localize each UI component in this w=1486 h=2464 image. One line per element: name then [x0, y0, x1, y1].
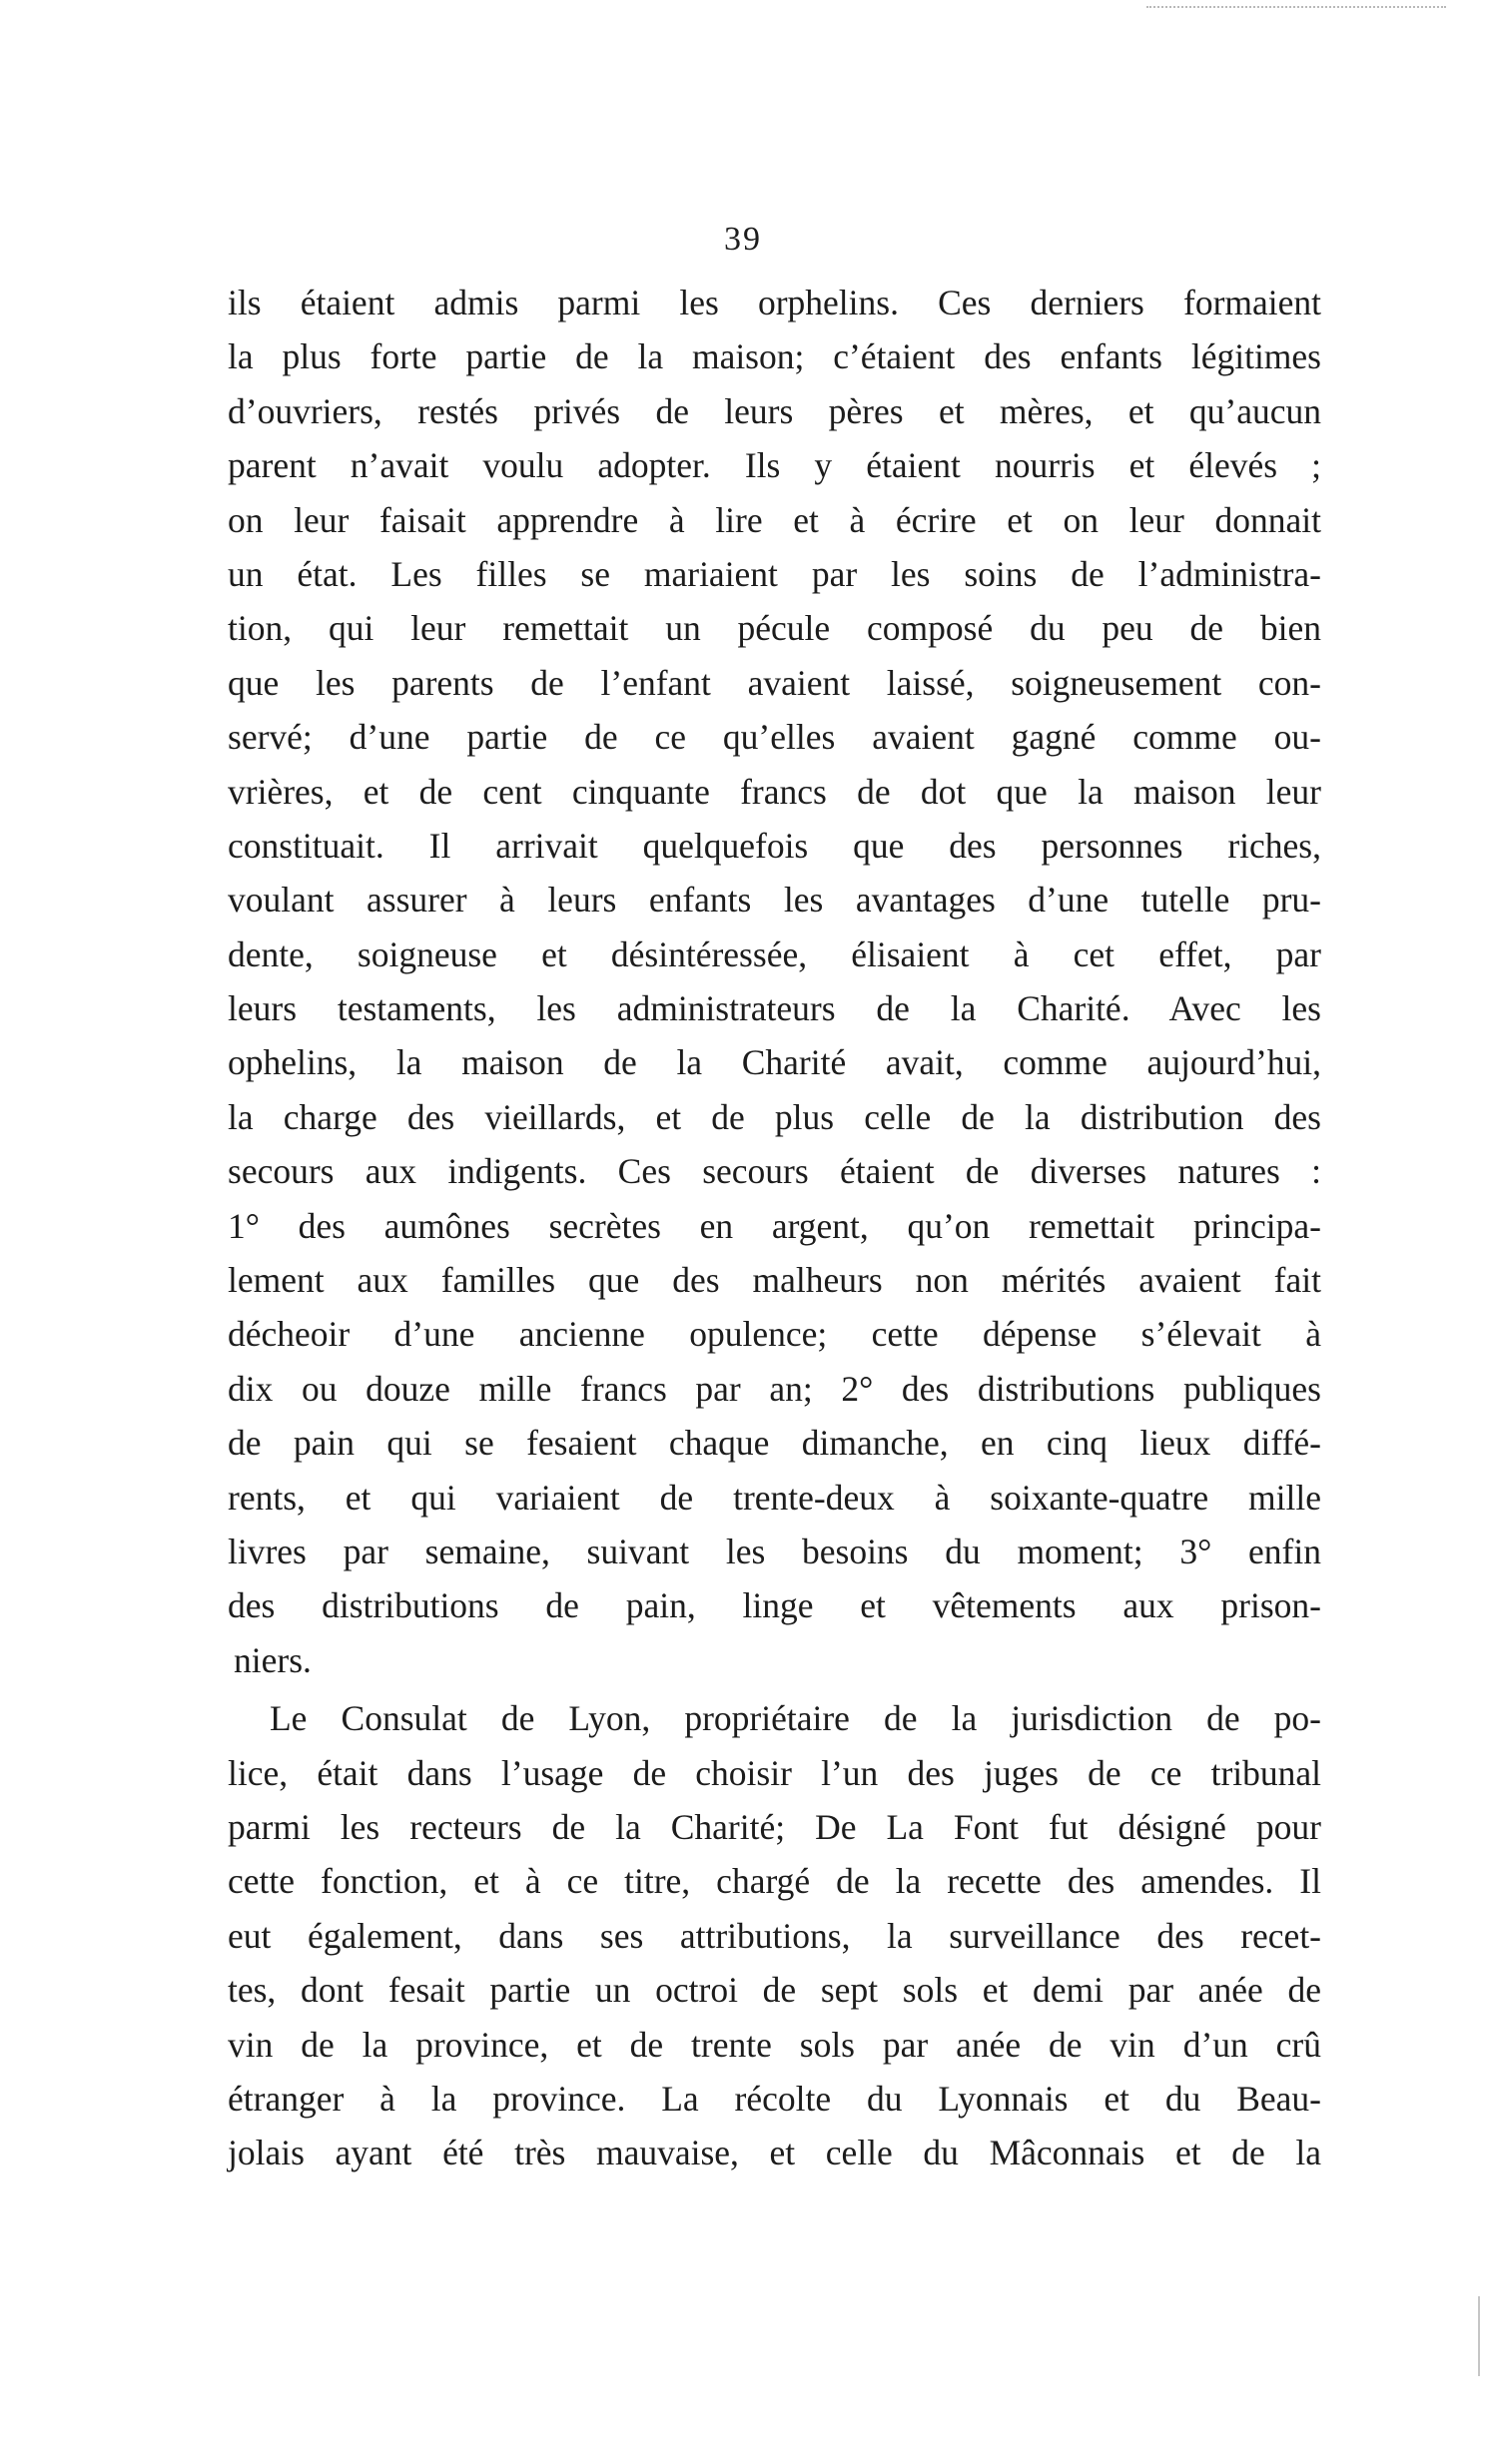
text-line: décheoir d’une ancienne opulence; cette dépense s’élevait à — [228, 1314, 1321, 1355]
text-line: ophelins, la maison de la Charité avait, comme aujourd’hui, — [228, 1042, 1321, 1083]
text-line: servé; d’une partie de ce qu’elles avaient gagné comme ou- — [228, 717, 1321, 758]
paragraph-2 — [228, 1691, 1321, 2180]
scan-edge-mark-right — [1478, 2296, 1480, 2376]
text-line: on leur faisait apprendre à lire et à écrire et on leur donnait — [228, 499, 1321, 540]
text-line: un état. Les filles se mariaient par les soins de l’administra- — [228, 553, 1321, 594]
text-line: cette fonction, et à ce titre, chargé de la recette des amendes. Il — [228, 1861, 1321, 1902]
text-line: tes, dont fesait partie un octroi de sept sols et demi par anée de — [228, 1970, 1321, 2011]
text-line: parmi les recteurs de la Charité; De La Font fut désigné pour — [228, 1806, 1321, 1847]
text-line: lement aux familles que des malheurs non mérités avaient fait — [228, 1260, 1321, 1301]
text-line: des distributions de pain, linge et vêtements aux prison- — [228, 1585, 1321, 1626]
text-line: que les parents de l’enfant avaient laissé, soigneusement con- — [228, 662, 1321, 703]
page-number: 39 — [724, 221, 762, 258]
text-line: de pain qui se fesaient chaque dimanche, en cinq lieux diffé- — [228, 1423, 1321, 1464]
text-line: voulant assurer à leurs enfants les avantages d’une tutelle pru- — [228, 880, 1321, 921]
text-line: rents, et qui variaient de trente-deux à soixante-quatre mille — [228, 1477, 1321, 1518]
text-line: ils étaient admis parmi les orphelins. Ces derniers formaient — [228, 283, 1321, 322]
paragraph-1 — [228, 276, 1321, 1687]
text-line: livres par semaine, suivant les besoins du moment; 3° enfin — [228, 1531, 1321, 1571]
text-line: jolais ayant été très mauvaise, et celle du Mâconnais et de la — [228, 2133, 1321, 2173]
text-line: Le Consulat de Lyon, propriétaire de la jurisdiction de po- — [270, 1698, 1321, 1739]
body-text — [228, 276, 1321, 2180]
scan-edge-mark-top — [1146, 6, 1446, 10]
text-line: vrières, et de cent cinquante francs de dot que la maison leur — [228, 771, 1321, 812]
text-line: la charge des vieillards, et de plus celle de la distribution des — [228, 1096, 1321, 1137]
text-line: constituait. Il arrivait quelquefois que des personnes riches, — [228, 825, 1321, 866]
text-line: la plus forte partie de la maison; c’étaient des enfants légitimes — [228, 336, 1321, 377]
text-line: lice, était dans l’usage de choisir l’un des juges de ce tribunal — [228, 1752, 1321, 1793]
text-line: vin de la province, et de trente sols par anée de vin d’un crû — [228, 2024, 1321, 2065]
text-line: dente, soigneuse et désintéressée, élisaient à cet effet, par — [228, 933, 1321, 974]
text-line: niers. — [234, 1639, 312, 1680]
text-line: d’ouvriers, restés privés de leurs pères et mères, et qu’aucun — [228, 390, 1321, 431]
text-line: parent n’avait voulu adopter. Ils y étaient nourris et élevés ; — [228, 445, 1321, 486]
text-line: leurs testaments, les administrateurs de la Charité. Avec les — [228, 988, 1321, 1029]
text-line: dix ou douze mille francs par an; 2° des distributions publiques — [228, 1368, 1321, 1409]
text-line: secours aux indigents. Ces secours étaient de diverses natures : — [228, 1151, 1321, 1192]
text-line: 1° des aumônes secrètes en argent, qu’on remettait principa- — [228, 1205, 1321, 1246]
text-line: étranger à la province. La récolte du Lyonnais et du Beau- — [228, 2078, 1321, 2119]
text-line: tion, qui leur remettait un pécule composé du peu de bien — [228, 608, 1321, 649]
text-line: eut également, dans ses attributions, la surveillance des recet- — [228, 1915, 1321, 1956]
